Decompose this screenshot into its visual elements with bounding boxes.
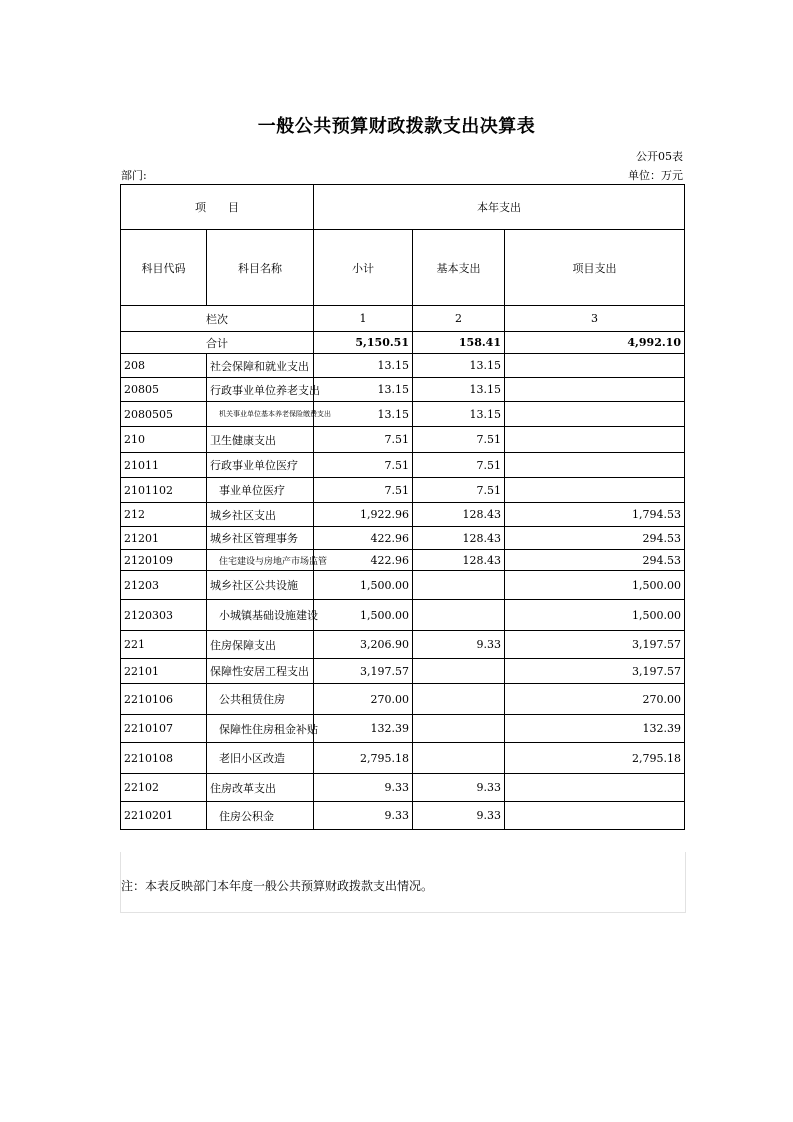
row-basic [413,600,505,631]
row-basic: 13.15 [413,378,505,402]
row-name: 行政事业单位养老支出 [207,378,314,402]
row-code: 22101 [121,659,207,684]
row-subtotal: 422.96 [314,527,413,550]
column-number-1: 1 [314,306,413,332]
row-subtotal: 422.96 [314,550,413,571]
row-project: 1,500.00 [505,571,685,600]
row-name: 卫生健康支出 [207,427,314,453]
row-code: 208 [121,354,207,378]
row-code: 2120109 [121,550,207,571]
row-project [505,427,685,453]
row-code: 2120303 [121,600,207,631]
row-project: 3,197.57 [505,631,685,659]
table-row [121,550,685,571]
row-project [505,402,685,427]
row-basic [413,715,505,743]
row-name: 城乡社区公共设施 [207,571,314,600]
table-row [121,453,685,478]
row-code: 2080505 [121,402,207,427]
row-subtotal: 7.51 [314,478,413,503]
row-project [505,354,685,378]
row-subtotal: 9.33 [314,802,413,830]
table-row [121,571,685,600]
row-project: 2,795.18 [505,743,685,774]
expenditure-table [120,184,685,830]
total-basic: 158.41 [413,332,505,354]
header-item-group: 项 目 [121,185,314,230]
table-row [121,774,685,802]
table-row [121,631,685,659]
column-number-2: 2 [413,306,505,332]
row-basic: 128.43 [413,503,505,527]
table-body [121,354,685,830]
row-subtotal: 13.15 [314,354,413,378]
row-basic: 9.33 [413,802,505,830]
row-basic: 128.43 [413,527,505,550]
row-code: 2210106 [121,684,207,715]
row-basic: 128.43 [413,550,505,571]
table-row [121,684,685,715]
row-basic: 13.15 [413,402,505,427]
unit-label: 单位：万元 [628,169,683,182]
row-subtotal: 1,500.00 [314,600,413,631]
row-subtotal: 7.51 [314,453,413,478]
total-label: 合计 [121,332,314,354]
row-code: 212 [121,503,207,527]
row-project: 1,500.00 [505,600,685,631]
column-number-row [121,306,685,332]
header-row-group [121,185,685,230]
row-name: 住房公积金 [207,802,314,830]
row-subtotal: 9.33 [314,774,413,802]
row-subtotal: 7.51 [314,427,413,453]
header-code: 科目代码 [121,230,207,306]
total-row [121,332,685,354]
total-subtotal: 5,150.51 [314,332,413,354]
row-name: 住房改革支出 [207,774,314,802]
table-row [121,354,685,378]
row-code: 2210108 [121,743,207,774]
row-basic: 9.33 [413,631,505,659]
header-basic: 基本支出 [413,230,505,306]
page-title: 一般公共预算财政拨款支出决算表 [257,116,536,137]
row-code: 20805 [121,378,207,402]
row-subtotal: 2,795.18 [314,743,413,774]
row-basic [413,743,505,774]
table-row [121,378,685,402]
row-name: 住房保障支出 [207,631,314,659]
row-subtotal: 132.39 [314,715,413,743]
row-name: 机关事业单位基本养老保险缴费支出 [207,402,314,427]
row-subtotal: 13.15 [314,402,413,427]
table-row [121,715,685,743]
row-code: 21201 [121,527,207,550]
row-subtotal: 270.00 [314,684,413,715]
row-name: 住宅建设与房地产市场监管 [207,550,314,571]
table-row [121,503,685,527]
row-project: 3,197.57 [505,659,685,684]
header-name: 科目名称 [207,230,314,306]
header-row-columns [121,230,685,306]
row-project: 270.00 [505,684,685,715]
table-row [121,743,685,774]
row-name: 行政事业单位医疗 [207,453,314,478]
column-number-label: 栏次 [121,306,314,332]
row-code: 2210107 [121,715,207,743]
header-year-group: 本年支出 [314,185,685,230]
table-row [121,527,685,550]
row-name: 城乡社区支出 [207,503,314,527]
row-code: 2210201 [121,802,207,830]
row-subtotal: 3,206.90 [314,631,413,659]
row-basic [413,571,505,600]
department-label: 部门: [121,169,147,182]
row-subtotal: 1,922.96 [314,503,413,527]
row-name: 老旧小区改造 [207,743,314,774]
row-name: 小城镇基础设施建设 [207,600,314,631]
row-project: 1,794.53 [505,503,685,527]
row-basic: 7.51 [413,427,505,453]
table-row [121,600,685,631]
row-project [505,453,685,478]
row-project: 294.53 [505,550,685,571]
row-name: 保障性安居工程支出 [207,659,314,684]
row-subtotal: 13.15 [314,378,413,402]
row-name: 公共租赁住房 [207,684,314,715]
row-basic: 7.51 [413,453,505,478]
header-project: 项目支出 [505,230,685,306]
table-note: 注：本表反映部门本年度一般公共预算财政拨款支出情况。 [121,879,434,893]
row-code: 21203 [121,571,207,600]
form-number: 公开05表 [636,150,683,163]
row-project: 132.39 [505,715,685,743]
row-basic [413,684,505,715]
row-project [505,774,685,802]
table-row [121,659,685,684]
row-project: 294.53 [505,527,685,550]
header-subtotal: 小计 [314,230,413,306]
table-row [121,802,685,830]
row-code: 210 [121,427,207,453]
row-basic [413,659,505,684]
table-row [121,478,685,503]
row-basic: 13.15 [413,354,505,378]
row-subtotal: 3,197.57 [314,659,413,684]
row-project [505,378,685,402]
row-name: 事业单位医疗 [207,478,314,503]
row-subtotal: 1,500.00 [314,571,413,600]
row-name: 社会保障和就业支出 [207,354,314,378]
row-basic: 7.51 [413,478,505,503]
row-project [505,478,685,503]
row-code: 221 [121,631,207,659]
row-name: 城乡社区管理事务 [207,527,314,550]
row-code: 2101102 [121,478,207,503]
total-project: 4,992.10 [505,332,685,354]
row-basic: 9.33 [413,774,505,802]
row-project [505,802,685,830]
table-row [121,402,685,427]
row-code: 21011 [121,453,207,478]
row-name: 保障性住房租金补贴 [207,715,314,743]
column-number-3: 3 [505,306,685,332]
row-code: 22102 [121,774,207,802]
table-row [121,427,685,453]
